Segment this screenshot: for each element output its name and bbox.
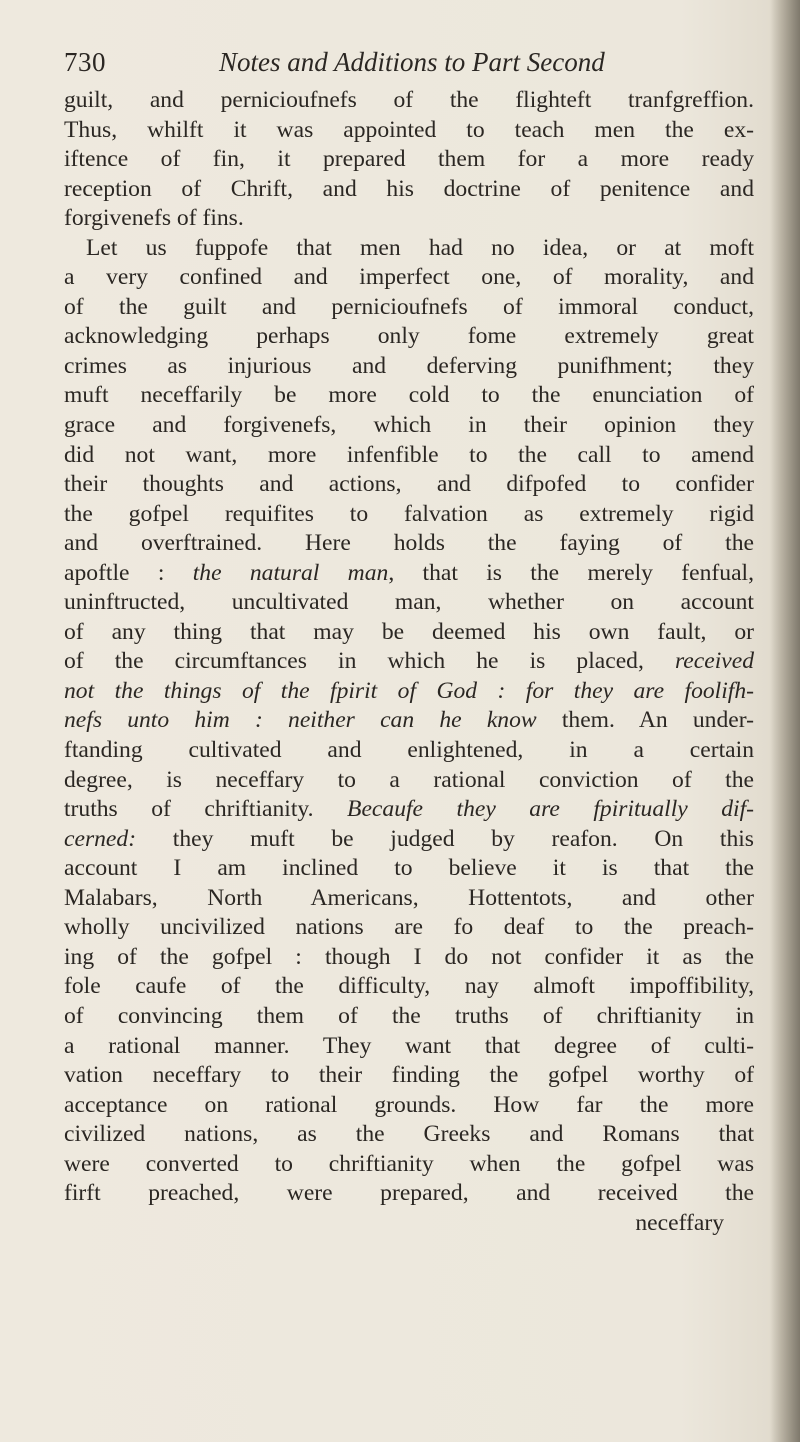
text-line: the gofpel requifites to falvation as extremely rigid bbox=[64, 500, 754, 527]
text-line: were converted to chriftianity when the gofpel was bbox=[64, 1150, 754, 1177]
text-line: account I am inclined to believe it is that the bbox=[64, 855, 754, 882]
text-line: their thoughts and actions, and difpofed to confider bbox=[64, 471, 754, 498]
text-line: guilt, and pernicioufnefs of the flighteft tranfgreffion. bbox=[64, 87, 754, 113]
text-line: and overftrained. Here holds the faying of the bbox=[64, 530, 754, 557]
text-line: cerned: they muft be judged by reafon. On this bbox=[64, 825, 754, 852]
italic-phrase: cerned: bbox=[64, 825, 137, 852]
text-line: apoftle : the natural man, that is the merely fenfual, bbox=[64, 559, 754, 586]
text-line: a rational manner. They want that degree of culti- bbox=[64, 1032, 754, 1059]
body-text bbox=[64, 86, 754, 1238]
text-line: of any thing that may be deemed his own fault, or bbox=[64, 618, 754, 645]
italic-phrase: the natural man bbox=[192, 559, 389, 586]
text-line: Thus, whilft it was appointed to teach men the ex- bbox=[64, 116, 754, 143]
text-line: uninftructed, uncultivated man, whether on account bbox=[64, 589, 754, 616]
text-line: iftence of fin, it prepared them for a more ready bbox=[64, 146, 754, 173]
text-line: grace and forgivenefs, which in their opinion they bbox=[64, 412, 754, 439]
italic-phrase: Becaufe they are fpiritually dif- bbox=[347, 796, 754, 823]
running-head: Notes and Additions to Part Second bbox=[219, 47, 605, 77]
text-line: ing of the gofpel : though I do not confider it as the bbox=[64, 943, 754, 970]
text-line: acknowledging perhaps only fome extremely great bbox=[64, 323, 754, 350]
text-line: of convincing them of the truths of chriftianity in bbox=[64, 1002, 754, 1029]
text-line: acceptance on rational grounds. How far the more bbox=[64, 1091, 754, 1118]
text-line: firft preached, were prepared, and received the bbox=[64, 1180, 754, 1207]
text-line: of the circumftances in which he is placed, received bbox=[64, 648, 754, 675]
text-line: muft neceffarily be more cold to the enunciation of bbox=[64, 382, 754, 409]
text-line: truths of chriftianity. Becaufe they are fpiritually dif- bbox=[64, 796, 754, 823]
italic-phrase: nefs unto him : neither can he know bbox=[64, 707, 537, 734]
page-header bbox=[64, 42, 744, 82]
text-line: vation neceffary to their finding the gofpel worthy of bbox=[64, 1062, 754, 1089]
text-line bbox=[64, 677, 754, 707]
catchword: neceffary bbox=[635, 1209, 724, 1236]
text-line: fole caufe of the difficulty, nay almoft impoffibility, bbox=[64, 973, 754, 1000]
italic-phrase: received bbox=[674, 648, 754, 675]
book-spine-shadow bbox=[770, 0, 800, 1442]
text-line: wholly uncivilized nations are fo deaf to the preach- bbox=[64, 914, 754, 941]
text-line: nefs unto him : neither can he know them. An under- bbox=[64, 707, 754, 734]
text-line: Malabars, North Americans, Hottentots, and other bbox=[64, 884, 754, 911]
text-line: crimes as injurious and deferving punifhment; they bbox=[64, 352, 754, 379]
text-line: of the guilt and pernicioufnefs of immoral conduct, bbox=[64, 293, 754, 320]
text-line: did not want, more infenfible to the call to amend bbox=[64, 441, 754, 468]
text-line: forgivenefs of fins. bbox=[64, 205, 244, 232]
page-number: 730 bbox=[64, 47, 106, 77]
text-line: reception of Chrift, and his doctrine of penitence and bbox=[64, 175, 754, 202]
italic-phrase: not the things of the fpirit of God : for they are foolifh- bbox=[64, 677, 754, 704]
text-line: Let us fuppofe that men had no idea, or at moft bbox=[86, 234, 754, 261]
text-line: degree, is neceffary to a rational conviction of the bbox=[64, 766, 754, 793]
text-line: civilized nations, as the Greeks and Romans that bbox=[64, 1121, 754, 1148]
text-line: ftanding cultivated and enlightened, in a certain bbox=[64, 737, 754, 764]
text-line: a very confined and imperfect one, of morality, and bbox=[64, 264, 754, 291]
